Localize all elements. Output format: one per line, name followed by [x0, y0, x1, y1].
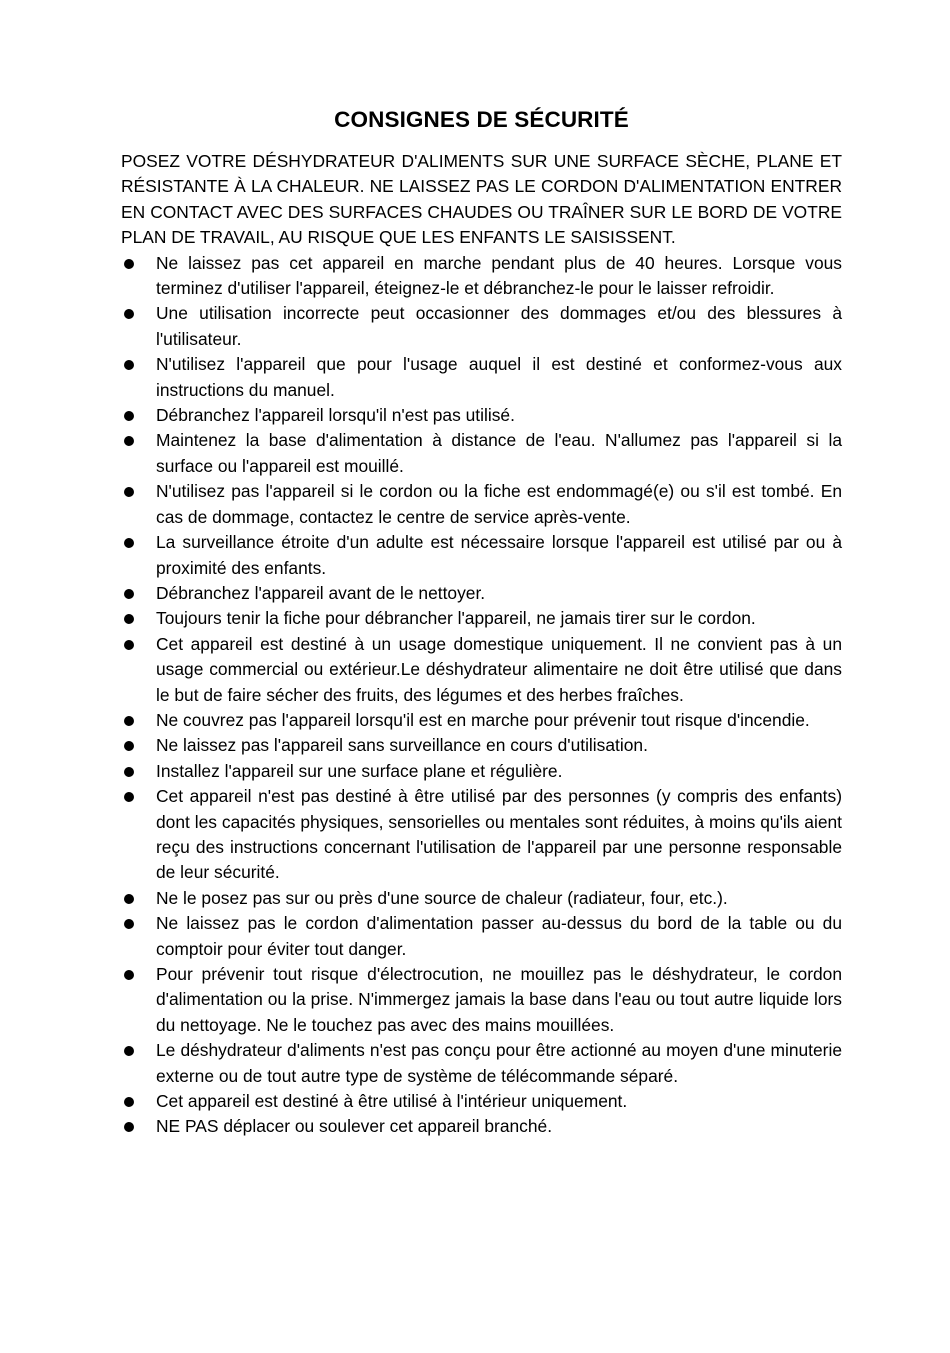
list-item [121, 251, 842, 302]
list-item [121, 886, 842, 911]
bullet-icon [124, 411, 134, 421]
list-item-text: La surveillance étroite d'un adulte est nécessaire lorsque l'appareil est utilisé par ou à proximité des enfants. [156, 532, 842, 578]
list-item [121, 962, 842, 1038]
list-item [121, 708, 842, 733]
list-item [121, 1038, 842, 1089]
bullet-icon [124, 894, 134, 904]
list-item-text: Le déshydrateur d'aliments n'est pas conçu pour être actionné au moyen d'une minuterie externe ou de tout autre type de système de télécommande séparé. [156, 1040, 842, 1086]
list-item-text: NE PAS déplacer ou soulever cet appareil branché. [156, 1116, 553, 1137]
bullet-icon [124, 919, 134, 929]
list-item-text: Ne le posez pas sur ou près d'une source de chaleur (radiateur, four, etc.). [156, 887, 728, 908]
bullet-icon [124, 589, 134, 599]
list-item [121, 1089, 842, 1114]
bullet-icon [124, 436, 134, 446]
document-page [121, 104, 842, 1140]
list-item [121, 733, 842, 758]
bullet-icon [124, 716, 134, 726]
bullet-icon [124, 767, 134, 777]
bullet-icon [124, 1097, 134, 1107]
list-item [121, 301, 842, 352]
bullet-icon [124, 970, 134, 980]
list-item-text: Installez l'appareil sur une surface plane et régulière. [156, 760, 563, 781]
bullet-icon [124, 1046, 134, 1056]
list-item-text: Ne couvrez pas l'appareil lorsqu'il est en marche pour prévenir tout risque d'incendie. [156, 709, 810, 730]
bullet-icon [124, 487, 134, 497]
list-item-text: Pour prévenir tout risque d'électrocution, ne mouillez pas le déshydrateur, le cordon d'alimentation ou la prise. N'immergez jamais la base dans l'eau ou tout autre liquide lors du nettoyage. Ne le touchez pas avec des mains mouillées. [156, 964, 842, 1035]
list-item [121, 606, 842, 631]
list-item-text: Toujours tenir la fiche pour débrancher l'appareil, ne jamais tirer sur le cordon. [156, 608, 756, 629]
safety-rules-list [121, 251, 842, 1140]
list-item-text: N'utilisez pas l'appareil si le cordon ou la fiche est endommagé(e) ou s'il est tombé. En cas de dommage, contactez le centre de service après-vente. [156, 481, 842, 527]
bullet-icon [124, 792, 134, 802]
bullet-icon [124, 309, 134, 319]
list-item [121, 632, 842, 708]
bullet-icon [124, 538, 134, 548]
list-item-text: Ne laissez pas le cordon d'alimentation passer au-dessus du bord de la table ou du comptoir pour éviter tout danger. [156, 913, 842, 959]
list-item-text: Débranchez l'appareil avant de le nettoyer. [156, 582, 486, 603]
list-item-text: Ne laissez pas cet appareil en marche pendant plus de 40 heures. Lorsque vous terminez d'utiliser l'appareil, éteignez-le et débranchez-le pour le laisser refroidir. [156, 252, 842, 299]
list-item [121, 403, 842, 428]
list-item-text: Cet appareil est destiné à être utilisé à l'intérieur uniquement. [156, 1091, 628, 1112]
list-item-text: Cet appareil n'est pas destiné à être utilisé par des personnes (y compris des enfants) dont les capacités physiques, sensorielles ou mentales sont réduites, à moins qu'ils aient reçu des instructions concernant l'utilisation de l'appareil par une personne responsable de leur sécurité. [156, 786, 842, 883]
list-item [121, 1114, 842, 1139]
list-item-text: Maintenez la base d'alimentation à distance de l'eau. N'allumez pas l'appareil si la surface ou l'appareil est mouillé. [156, 430, 842, 476]
list-item [121, 911, 842, 962]
list-item [121, 784, 842, 886]
list-item-text: Débranchez l'appareil lorsqu'il n'est pas utilisé. [156, 405, 515, 426]
list-item-text: N'utilisez l'appareil que pour l'usage auquel il est destiné et conformez-vous aux instructions du manuel. [156, 354, 842, 400]
list-item-text: Une utilisation incorrecte peut occasionner des dommages et/ou des blessures à l'utilisateur. [156, 303, 842, 349]
bullet-icon [124, 360, 134, 370]
intro-paragraph: POSEZ VOTRE DÉSHYDRATEUR D'ALIMENTS SUR UNE SURFACE SÈCHE, PLANE ET RÉSISTANTE À LA CHALEUR. NE LAISSEZ PAS LE CORDON D'ALIMENTATION ENTRER EN CONTACT AVEC DES SURFACES CHAUDES OU TRAÎNER SUR LE BORD DE VOTRE PLAN DE TRAVAIL, AU RISQUE QUE LES ENFANTS LE SAISISSENT. [121, 151, 842, 248]
bullet-icon [124, 640, 134, 650]
list-item-text: Ne laissez pas l'appareil sans surveillance en cours d'utilisation. [156, 735, 648, 756]
list-item [121, 759, 842, 784]
list-item [121, 530, 842, 581]
bullet-icon [124, 741, 134, 751]
bullet-icon [124, 1122, 134, 1132]
page-title: CONSIGNES DE SÉCURITÉ [334, 107, 629, 132]
list-item [121, 352, 842, 403]
list-item-text: Cet appareil est destiné à un usage domestique uniquement. Il ne convient pas à un usage commercial ou extérieur.Le déshydrateur alimentaire ne doit être utilisé que dans le but de faire sécher des fruits, des légumes et des herbes fraîches. [156, 633, 842, 705]
bullet-icon [124, 614, 134, 624]
list-item [121, 479, 842, 530]
list-item [121, 581, 842, 606]
list-item [121, 428, 842, 479]
bullet-icon [124, 259, 134, 269]
